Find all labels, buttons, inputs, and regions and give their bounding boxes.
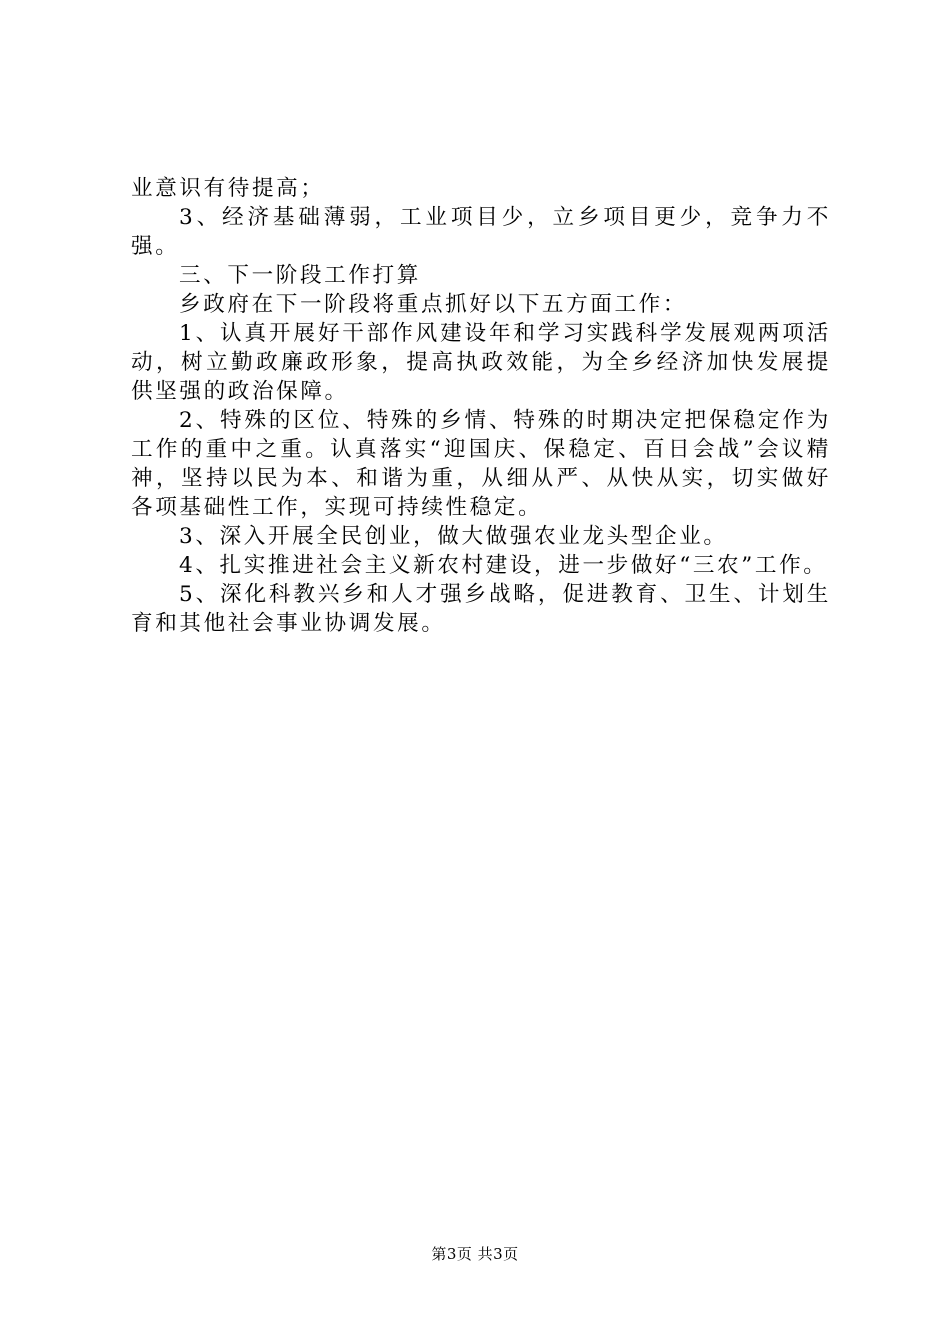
paragraph-problem-3: 3、经济基础薄弱，工业项目少，立乡项目更少，竞争力不强。 xyxy=(131,205,831,259)
section-heading-next-stage: 三、下一阶段工作打算 xyxy=(179,263,421,288)
paragraph-continuation: 业意识有待提高； xyxy=(131,176,325,201)
paragraph-intro: 乡政府在下一阶段将重点抓好以下五方面工作： xyxy=(179,292,688,317)
paragraph-item-1: 1、认真开展好干部作风建设年和学习实践科学发展观两项活动，树立勤政廉政形象，提高执政效能，为全乡经济加快发展提供坚强的政治保障。 xyxy=(131,321,831,404)
paragraph-item-5: 5、深化科教兴乡和人才强乡战略，促进教育、卫生、计划生育和其他社会事业协调发展。 xyxy=(131,582,831,636)
document-body xyxy=(131,174,831,638)
page-footer: 第3页 共3页 xyxy=(431,1245,519,1263)
paragraph-item-2: 2、特殊的区位、特殊的乡情、特殊的时期决定把保稳定作为工作的重中之重。认真落实“迎国庆、保稳定、百日会战”会议精神，坚持以民为本、和谐为重，从细从严、从快从实，切实做好各项基础性工作，实现可持续性稳定。 xyxy=(131,408,831,520)
paragraph-item-4: 4、扎实推进社会主义新农村建设，进一步做好“三农”工作。 xyxy=(179,553,828,578)
paragraph-item-3: 3、深入开展全民创业，做大做强农业龙头型企业。 xyxy=(179,524,728,549)
